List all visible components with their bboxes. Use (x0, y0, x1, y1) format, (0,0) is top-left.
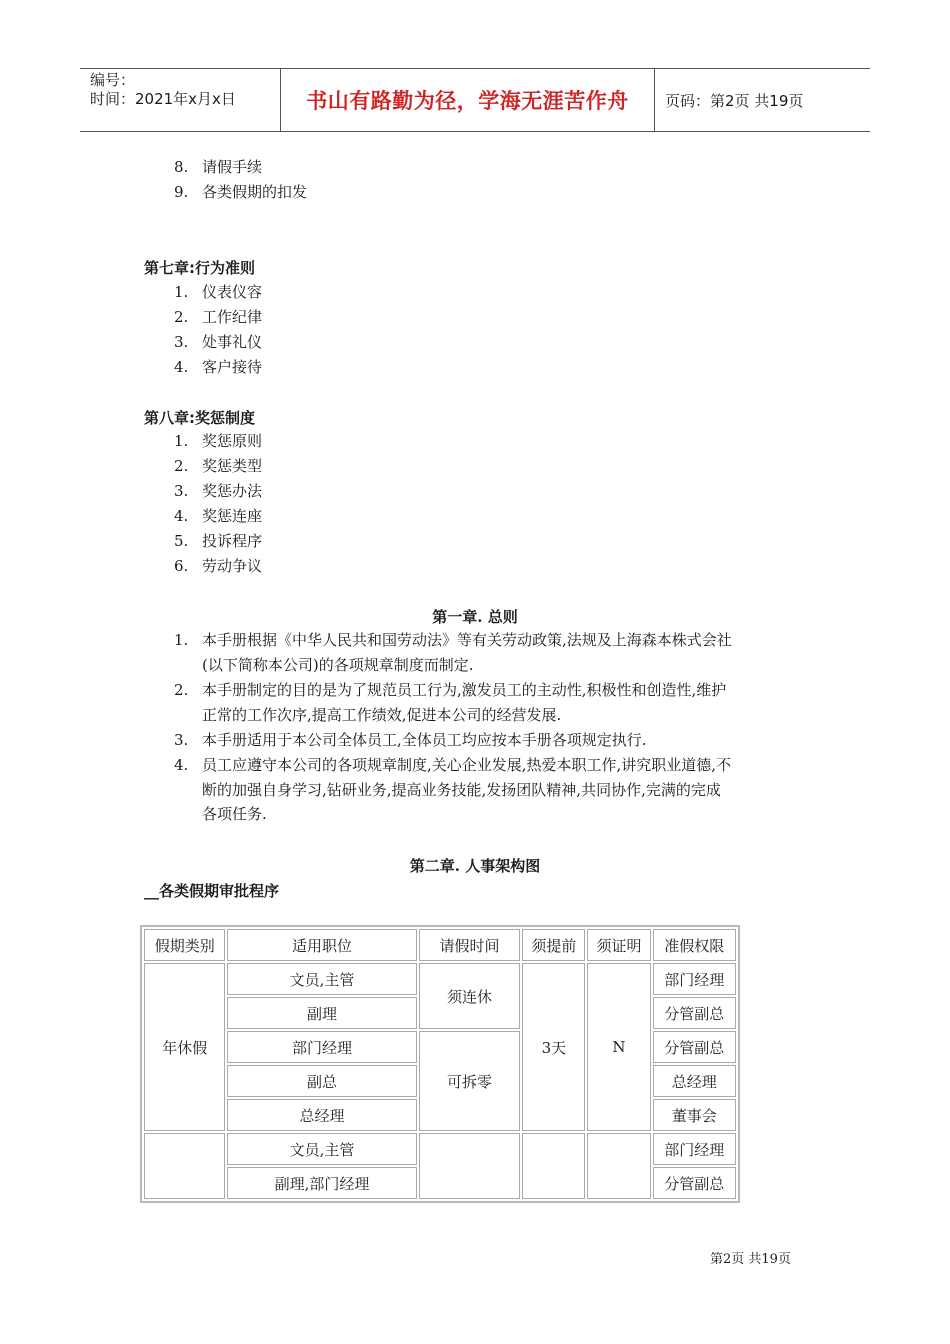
approver-cell: 分管副总 (653, 1167, 736, 1199)
leave-approval-table (140, 925, 740, 1203)
section-2-subtitle: __各类假期审批程序 (144, 882, 280, 900)
leave-time-cell (419, 1133, 521, 1199)
leave-category-cell (144, 1133, 225, 1199)
list-item: 3. 奖惩办法 (174, 482, 263, 500)
leave-time-cell: 可拆零 (419, 1031, 521, 1131)
header-meta (80, 69, 281, 131)
approver-cell: 董事会 (653, 1099, 736, 1131)
list-item: 5. 投诉程序 (174, 532, 263, 550)
header-cell: 请假时间 (419, 929, 521, 961)
list-item: 2. 工作纪律 (174, 308, 263, 326)
position-cell: 副理,部门经理 (227, 1167, 416, 1199)
header-cell: 适用职位 (227, 929, 416, 961)
proof-cell (587, 1133, 650, 1199)
header-cell: 须证明 (587, 929, 650, 961)
leave-time-cell: 须连休 (419, 963, 521, 1029)
list-item: 4. 客户接待 (174, 358, 263, 376)
section-1-title: 第一章. 总则 (432, 608, 518, 626)
paragraph: 1. 本手册根据《中华人民共和国劳动法》等有关劳动政策,法规及上海森本株式会社 (以下简称本公司)的各项规章制度而制定. (174, 631, 732, 674)
leave-category-cell: 年休假 (144, 963, 225, 1131)
chapter-7-title: 第七章:行为准则 (144, 259, 255, 277)
position-cell: 副理 (227, 997, 416, 1029)
position-cell: 部门经理 (227, 1031, 416, 1063)
approver-cell: 分管副总 (653, 997, 736, 1029)
header-cell: 须提前 (522, 929, 585, 961)
header-page-info: 页码：第2页 共19页 (665, 91, 804, 110)
serial-label: 编号： (90, 71, 136, 89)
header-cell: 准假权限 (653, 929, 736, 961)
table-row (144, 1133, 736, 1165)
chapter-8-title: 第八章:奖惩制度 (144, 409, 255, 427)
list-item: 9. 各类假期的扣发 (174, 183, 308, 201)
position-cell: 文员,主管 (227, 963, 416, 995)
table-header-row (144, 929, 736, 961)
list-item: 6. 劳动争议 (174, 557, 263, 575)
approver-cell: 总经理 (653, 1065, 736, 1097)
list-item: 3. 处事礼仪 (174, 333, 263, 351)
advance-notice-cell: 3天 (522, 963, 585, 1131)
list-item: 1. 仪表仪容 (174, 283, 263, 301)
list-item: 1. 奖惩原则 (174, 432, 263, 450)
paragraph: 4. 员工应遵守本公司的各项规章制度,关心企业发展,热爱本职工作,讲究职业道德,不 断的加强自身学习,钻研业务,提高业务技能,发扬团队精神,共同协作,完满的完成 各项任务. (174, 756, 732, 823)
paragraph: 3. 本手册适用于本公司全体员工,全体员工均应按本手册各项规定执行. (174, 731, 647, 749)
position-cell: 副总 (227, 1065, 416, 1097)
header-motto: 书山有路勤为径，学海无涯苦作舟 (281, 69, 655, 131)
advance-notice-cell (522, 1133, 585, 1199)
table-row (144, 963, 736, 995)
page-header (80, 68, 870, 132)
list-item: 2. 奖惩类型 (174, 457, 263, 475)
list-item: 4. 奖惩连座 (174, 507, 263, 525)
paragraph: 2. 本手册制定的目的是为了规范员工行为,激发员工的主动性,积极性和创造性,维护 正常的工作次序,提高工作绩效,促进本公司的经营发展. (174, 681, 727, 724)
page-footer: 第2页 共19页 (710, 1252, 791, 1267)
header-cell: 假期类别 (144, 929, 225, 961)
position-cell: 文员,主管 (227, 1133, 416, 1165)
date-label: 时间：2021年x月x日 (90, 90, 236, 108)
proof-cell: N (587, 963, 650, 1131)
approver-cell: 分管副总 (653, 1031, 736, 1063)
position-cell: 总经理 (227, 1099, 416, 1131)
approver-cell: 部门经理 (653, 1133, 736, 1165)
list-item: 8. 请假手续 (174, 158, 263, 176)
approver-cell: 部门经理 (653, 963, 736, 995)
section-2-title: 第二章. 人事架构图 (409, 857, 541, 875)
